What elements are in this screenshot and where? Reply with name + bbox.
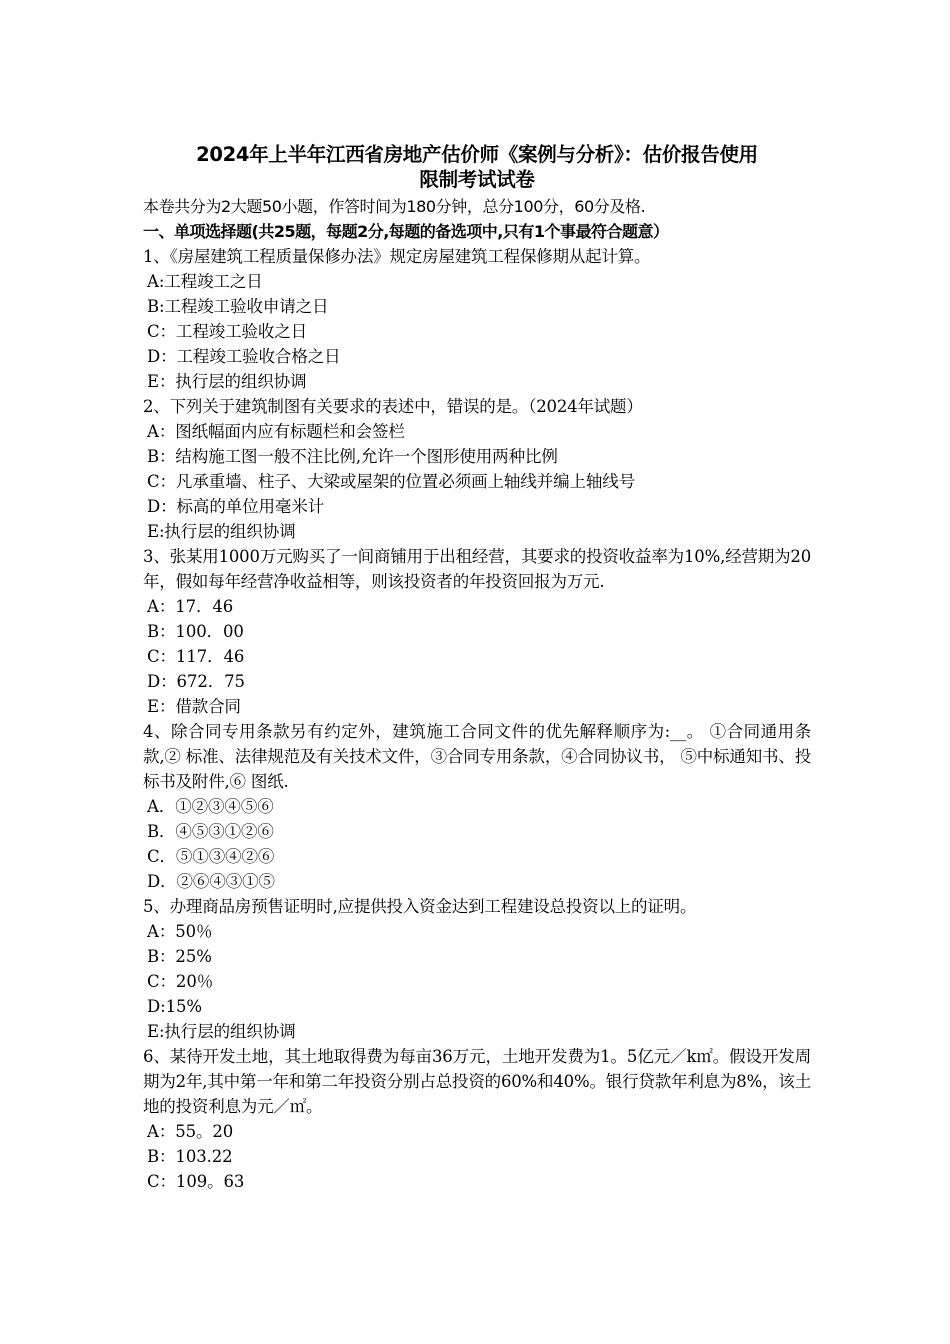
question-item — [143, 719, 811, 894]
question-stem: 1、《房屋建筑工程质量保修办法》规定房屋建筑工程保修期从起计算。 — [143, 247, 651, 266]
question-stem: 5、办理商品房预售证明时,应提供投入资金达到工程建设总投资以上的证明。 — [143, 897, 697, 916]
document-content — [143, 142, 811, 1194]
answer-option: A：55。20 — [147, 1122, 234, 1141]
answer-option: E：执行层的组织协调 — [147, 372, 307, 391]
question-stem: 4、除合同专用条款另有约定外，建筑施工合同文件的优先解释顺序为:__。 ①合同通用条款,② 标准、法律规范及有关技术文件，③合同专用条款，④合同协议书， ⑤中标通知书、投标书及附件,⑥ 图纸. — [143, 722, 811, 791]
answer-option: D．②⑥④③①⑤ — [147, 872, 275, 891]
answer-option: D：672．75 — [147, 672, 245, 691]
title-line-2: 限制考试试卷 — [419, 168, 535, 191]
answer-option: C．⑤①③④②⑥ — [147, 847, 275, 866]
answer-option: B：25% — [147, 947, 212, 966]
answer-option: B．④⑤③①②⑥ — [147, 822, 274, 841]
answer-option: B：103.22 — [147, 1147, 233, 1166]
answer-option: E:执行层的组织协调 — [147, 522, 296, 541]
answer-option: D：标高的单位用毫米计 — [147, 497, 325, 516]
question-list — [143, 244, 811, 1194]
question-item — [143, 244, 811, 394]
section-heading: 一、单项选择题(共25题，每题2分,每题的备选项中,只有1个事最符合题意） — [143, 222, 669, 241]
answer-option: D:15% — [147, 997, 202, 1016]
title-line-1: 2024年上半年江西省房地产估价师《案例与分析》：估价报告使用 — [196, 143, 758, 166]
question-stem: 2、下列关于建筑制图有关要求的表述中，错误的是。（2024年试题） — [143, 397, 643, 416]
answer-option: E:执行层的组织协调 — [147, 1022, 296, 1041]
answer-option: C：工程竣工验收之日 — [147, 322, 308, 341]
answer-option: A：17．46 — [147, 597, 234, 616]
answer-option: A：图纸幅面内应有标题栏和会签栏 — [147, 422, 405, 441]
answer-option: C：117．46 — [147, 647, 245, 666]
answer-option: B：100．00 — [147, 622, 244, 641]
question-stem: 6、某待开发土地，其土地取得费为每亩36万元，土地开发费为1。5亿元／k㎡。假设开发周期为2年,其中第一年和第二年投资分别占总投资的60%和40%。银行贷款年利息为8%，该土地的投资利息为元／㎡。 — [143, 1047, 811, 1116]
answer-option: D：工程竣工验收合格之日 — [147, 347, 341, 366]
question-item — [143, 544, 811, 719]
answer-option: A：50％ — [147, 922, 213, 941]
answer-option: A．①②③④⑤⑥ — [147, 797, 274, 816]
question-stem: 3、张某用1000万元购买了一间商铺用于出租经营，其要求的投资收益率为10%,经营期为20年，假如每年经营净收益相等，则该投资者的年投资回报为万元. — [143, 547, 811, 591]
exam-intro: 本卷共分为2大题50小题，作答时间为180分钟，总分100分，60分及格. — [143, 197, 646, 216]
answer-option: C：20％ — [147, 972, 214, 991]
answer-option: B:工程竣工验收申请之日 — [147, 297, 329, 316]
question-item — [143, 394, 811, 544]
question-item — [143, 894, 811, 1044]
answer-option: C：凡承重墙、柱子、大梁或屋架的位置必须画上轴线并编上轴线号 — [147, 472, 636, 491]
answer-option: C：109。63 — [147, 1172, 245, 1191]
answer-option: E：借款合同 — [147, 697, 241, 716]
answer-option: B：结构施工图一般不注比例,允许一个图形使用两种比例 — [147, 447, 558, 466]
question-item — [143, 1044, 811, 1194]
answer-option: A:工程竣工之日 — [147, 272, 263, 291]
page-title — [143, 142, 811, 192]
